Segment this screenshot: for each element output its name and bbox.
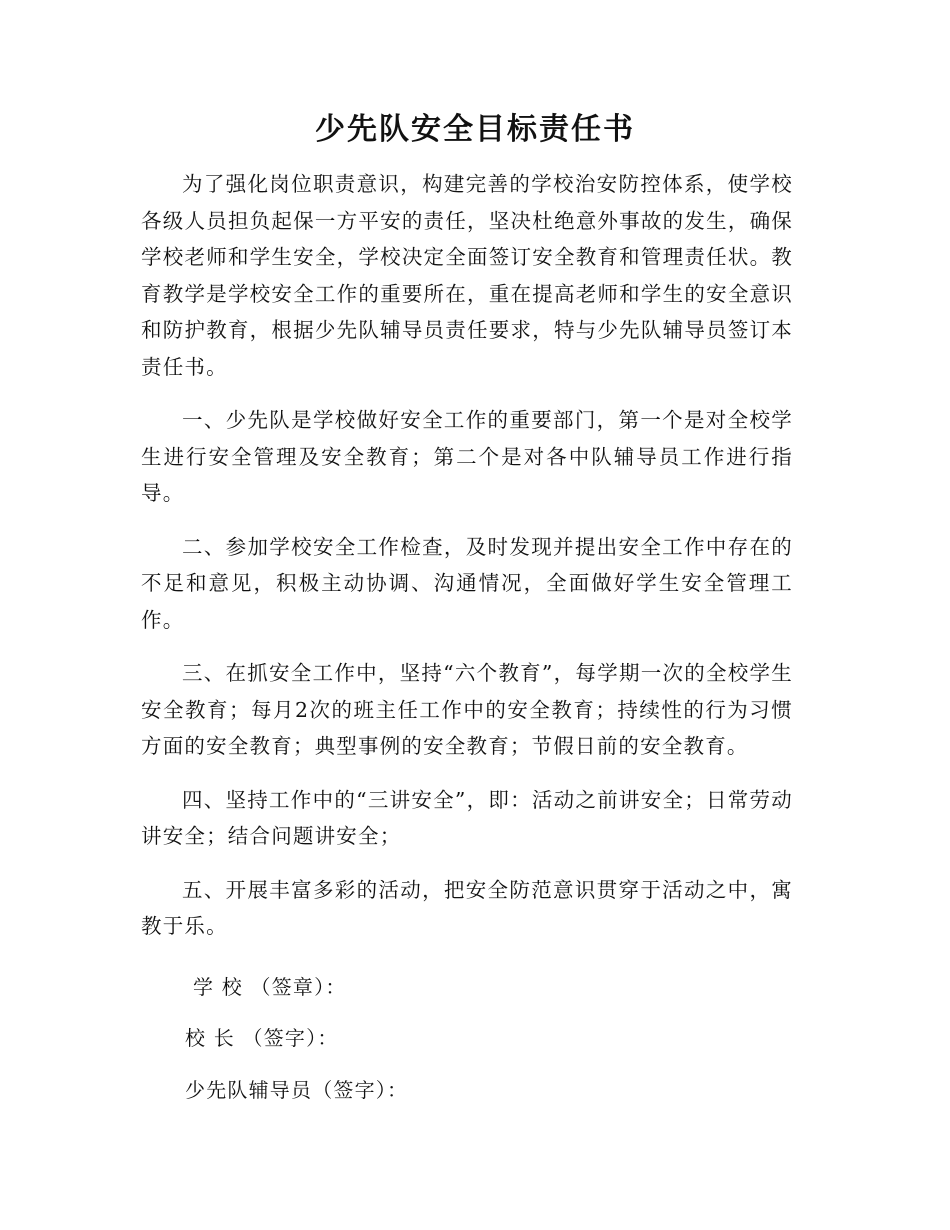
intro-paragraph: 为了强化岗位职责意识，构建完善的学校治安防控体系，使学校各级人员担负起保一方平安的责任，坚决杜绝意外事故的发生，确保学校老师和学生安全，学校决定全面签订安全教育和管理责任状。教育教学是学校安全工作的重要所在，重在提高老师和学生的安全意识和防护教育，根据少先队辅导员责任要求，特与少先队辅导员签订本责任书。 [141,172,793,379]
clause-5-paragraph: 五、开展丰富多彩的活动，把安全防范意识贯穿于活动之中，寓教于乐。 [141,877,793,938]
clause-3-paragraph: 三、在抓安全工作中，坚持“六个教育”，每学期一次的全校学生安全教育；每月2次的班主任工作中的安全教育；持续性的行为习惯方面的安全教育；典型事例的安全教育；节假日前的安全教育。 [141,661,793,758]
counselor-signature-line: 少先队辅导员（签字）： [185,1077,409,1102]
school-seal-line: 学 校 （签章）： [193,974,347,999]
principal-signature-line: 校 长 （签字）： [185,1025,339,1050]
document-title: 少先队安全目标责任书 [315,112,635,147]
clause-4-paragraph: 四、坚持工作中的“三讲安全”，即：活动之前讲安全；日常劳动讲安全；结合问题讲安全； [141,787,793,848]
clause-2-paragraph: 二、参加学校安全工作检查，及时发现并提出安全工作中存在的不足和意见，积极主动协调、沟通情况，全面做好学生安全管理工作。 [141,534,793,632]
clause-1-paragraph: 一、少先队是学校做好安全工作的重要部门，第一个是对全校学生进行安全管理及安全教育；第二个是对各中队辅导员工作进行指导。 [141,408,793,505]
document-body [141,166,793,1108]
